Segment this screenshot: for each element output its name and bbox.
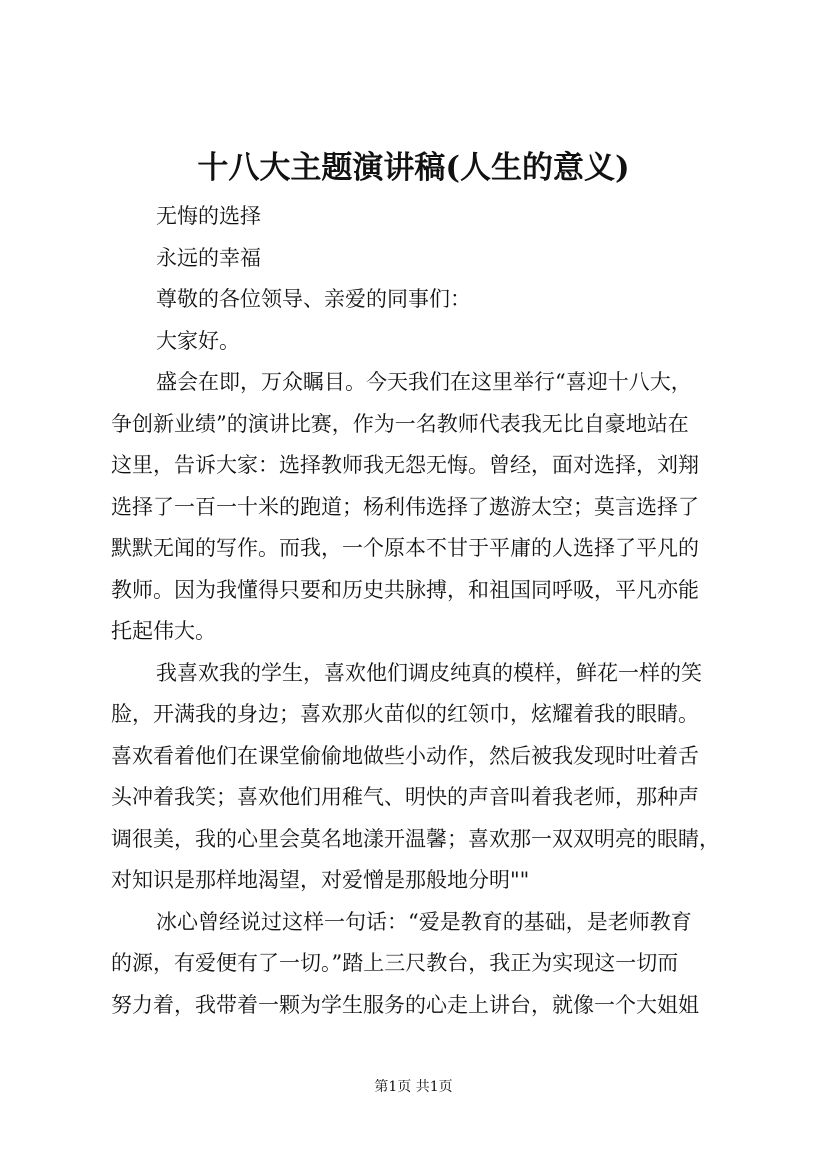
paragraph-line: 尊敬的各位领导、亲爱的同事们：: [156, 287, 471, 311]
paragraph-line: 这里，告诉大家：选择教师我无怨无悔。曾经，面对选择，刘翔: [111, 453, 699, 477]
document-body: [111, 196, 723, 1026]
page-footer: 第1页 共1页: [374, 1079, 453, 1095]
paragraph-line: 头冲着我笑；喜欢他们用稚气、明快的声音叫着我老师，那种声: [111, 785, 699, 809]
paragraph-line: 教师。因为我懂得只要和历史共脉搏，和祖国同呼吸，平凡亦能: [111, 577, 699, 602]
paragraph-line: 盛会在即，万众瞩目。今天我们在这里举行“喜迎十八大，: [156, 370, 692, 394]
paragraph-line: 我喜欢我的学生，喜欢他们调皮纯真的模样，鲜花一样的笑: [156, 660, 702, 685]
paragraph-line: 对知识是那样地渴望，对爱憎是那般地分明"": [111, 868, 530, 892]
paragraph-line: 托起伟大。: [111, 619, 216, 643]
paragraph-line: 永远的幸福: [156, 245, 261, 270]
document-title: 十八大主题演讲稿(人生的意义): [197, 150, 630, 186]
paragraph-line: 脸，开满我的身边；喜欢那火苗似的红领巾，炫耀着我的眼睛。: [111, 702, 699, 726]
paragraph-line: 大家好。: [156, 328, 240, 353]
paragraph-line: 默默无闻的写作。而我，一个原本不甘于平庸的人选择了平凡的: [111, 536, 699, 560]
paragraph-line: 喜欢看着他们在课堂偷偷地做些小动作，然后被我发现时吐着舌: [111, 743, 699, 768]
paragraph-line: 努力着，我带着一颗为学生服务的心走上讲台，就像一个大姐姐: [111, 992, 699, 1017]
paragraph-line: 的源，有爱便有了一切。”踏上三尺教台，我正为实现这一切而: [111, 951, 679, 975]
paragraph-line: 争创新业绩”的演讲比赛，作为一名教师代表我无比自豪地站在: [111, 411, 689, 436]
paragraph-line: 调很美，我的心里会莫名地漾开温馨；喜欢那一双双明亮的眼睛，: [111, 826, 720, 851]
paragraph-line: 无悔的选择: [156, 204, 261, 228]
paragraph-line: 冰心曾经说过这样一句话：“爱是教育的基础，是老师教育: [156, 909, 692, 934]
paragraph-line: 选择了一百一十米的跑道；杨利伟选择了遨游太空；莫言选择了: [111, 494, 699, 519]
